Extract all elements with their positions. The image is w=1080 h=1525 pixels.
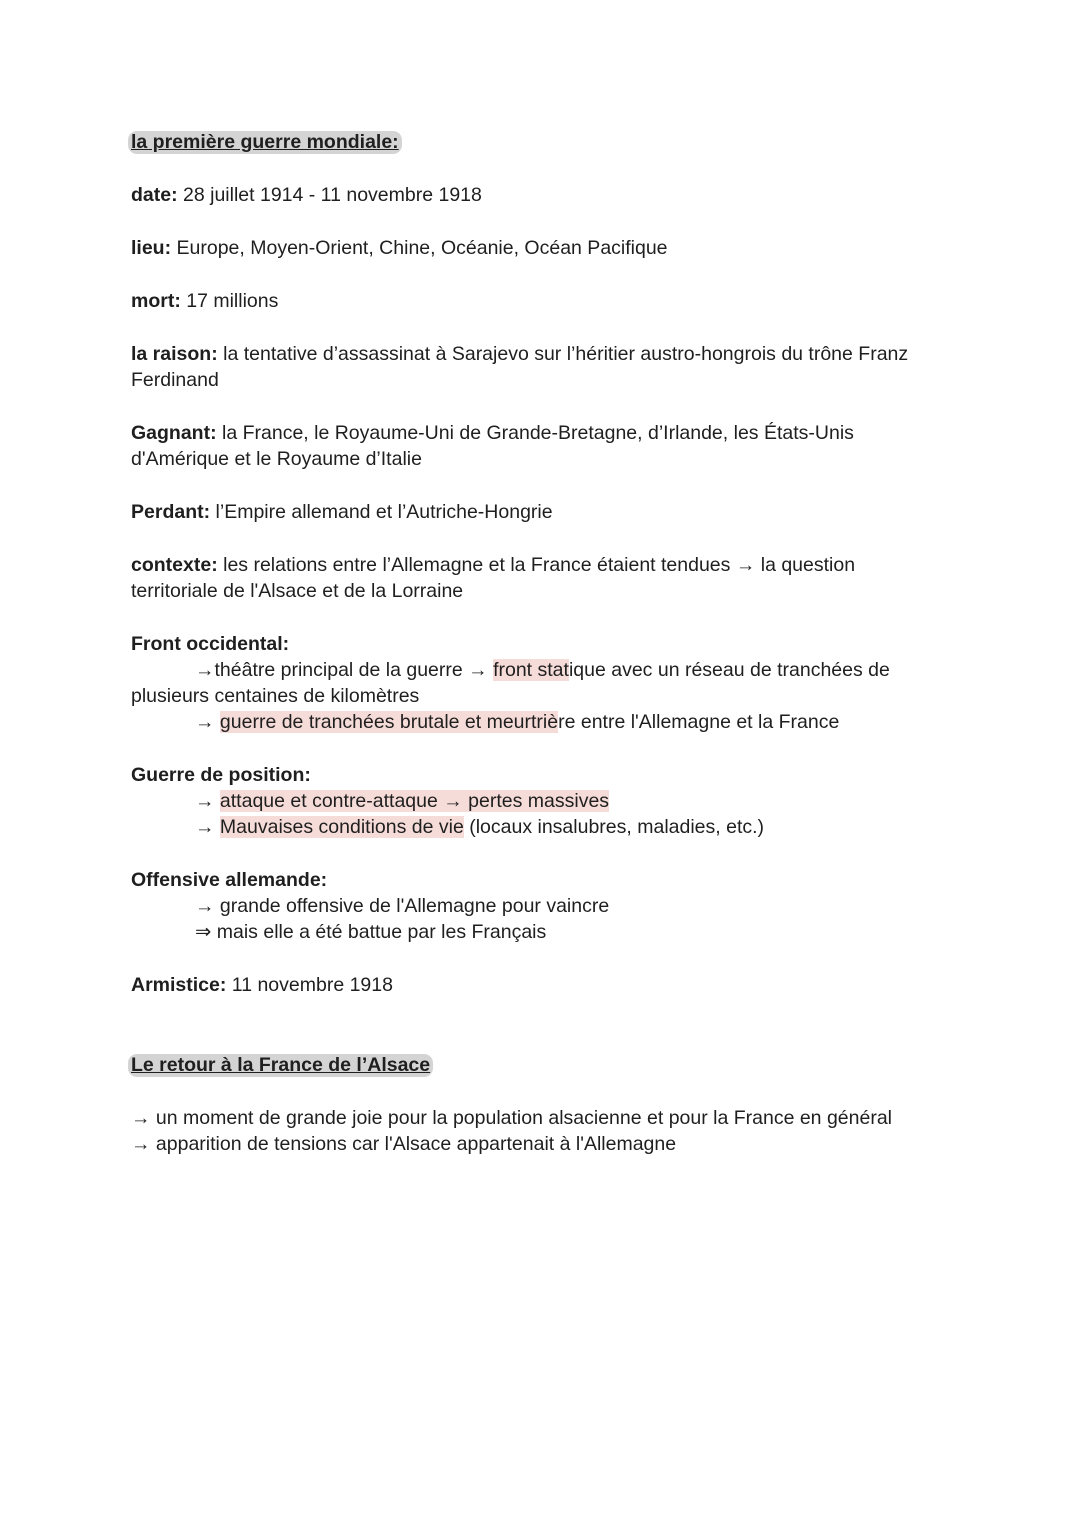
contexte-row <box>131 552 941 604</box>
date-row <box>131 182 941 208</box>
front-bullet-1-text: →théâtre principal de la guerre → <box>195 659 494 681</box>
position-label: Guerre de position: <box>131 764 311 786</box>
front-bullet-2-arrow: → <box>195 711 220 733</box>
position-bullet-1-highlight: attaque et contre-attaque → pertes massives <box>219 790 610 812</box>
perdant-row <box>131 499 941 525</box>
front-bullet-1 <box>131 657 941 709</box>
offensive-bullet-2: ⇒ mais elle a été battue par les Français <box>195 921 547 943</box>
position-bullet-2-rest: (locaux insalubres, maladies, etc.) <box>463 816 765 838</box>
position-bullet-2-arrow: → <box>195 816 220 838</box>
gagnant-label: Gagnant: <box>131 422 217 444</box>
front-heading <box>131 631 941 657</box>
gagnant-value: la France, le Royaume-Uni de Grande-Bretagne, d’Irlande, les États-Unis d'Amérique et le Royaume d’Italie <box>131 422 854 470</box>
lieu-value: Europe, Moyen-Orient, Chine, Océanie, Océan Pacifique <box>171 237 668 259</box>
position-heading <box>131 762 941 788</box>
front-bullet-2-rest: re entre l'Allemagne et la France <box>558 711 840 733</box>
date-label: date: <box>131 184 178 206</box>
lieu-row <box>131 235 941 261</box>
position-bullet-1-arrow: → <box>195 790 220 812</box>
front-bullet-1-rest: ique avec un réseau de tranchées de plusieurs centaines de kilomètres <box>131 659 890 707</box>
mort-value: 17 millions <box>180 290 279 312</box>
front-bullet-1-highlight: front stat <box>493 659 569 681</box>
armistice-row <box>131 972 941 998</box>
offensive-heading <box>131 867 941 893</box>
position-bullet-1 <box>131 788 941 814</box>
contexte-value: les relations entre l’Allemagne et la France étaient tendues → la question territoriale de l'Alsace et de la Lorraine <box>131 554 856 602</box>
front-bullet-2 <box>131 709 941 735</box>
date-value: 28 juillet 1914 - 11 novembre 1918 <box>177 184 482 206</box>
contexte-label: contexte: <box>131 554 218 576</box>
position-bullet-2 <box>131 814 941 840</box>
section-title-alsace: Le retour à la France de l’Alsace <box>128 1054 433 1077</box>
raison-label: la raison: <box>131 343 218 365</box>
position-bullet-2-highlight: Mauvaises conditions de vie <box>219 816 464 838</box>
raison-value: la tentative d’assassinat à Sarajevo sur l’héritier austro-hongrois du trône Franz Ferdinand <box>131 343 909 391</box>
front-bullet-2-highlight: guerre de tranchées brutale et meurtriè <box>219 711 559 733</box>
offensive-bullet-1: → grande offensive de l'Allemagne pour vaincre <box>195 895 610 917</box>
alsace-bullet-2: → apparition de tensions car l'Alsace appartenait à l'Allemagne <box>131 1133 677 1155</box>
armistice-value: 11 novembre 1918 <box>226 974 393 996</box>
mort-row <box>131 288 941 314</box>
lieu-label: lieu: <box>131 237 172 259</box>
front-label: Front occidental: <box>131 633 290 655</box>
document-content <box>131 129 941 1157</box>
mort-label: mort: <box>131 290 181 312</box>
gagnant-row <box>131 420 941 472</box>
page-title: la première guerre mondiale: <box>128 131 402 154</box>
perdant-label: Perdant: <box>131 501 211 523</box>
alsace-bullet-1: → un moment de grande joie pour la population alsacienne et pour la France en général <box>131 1107 892 1129</box>
raison-row <box>131 341 941 393</box>
armistice-label: Armistice: <box>131 974 227 996</box>
offensive-label: Offensive allemande: <box>131 869 328 891</box>
perdant-value: l’Empire allemand et l’Autriche-Hongrie <box>210 501 553 523</box>
